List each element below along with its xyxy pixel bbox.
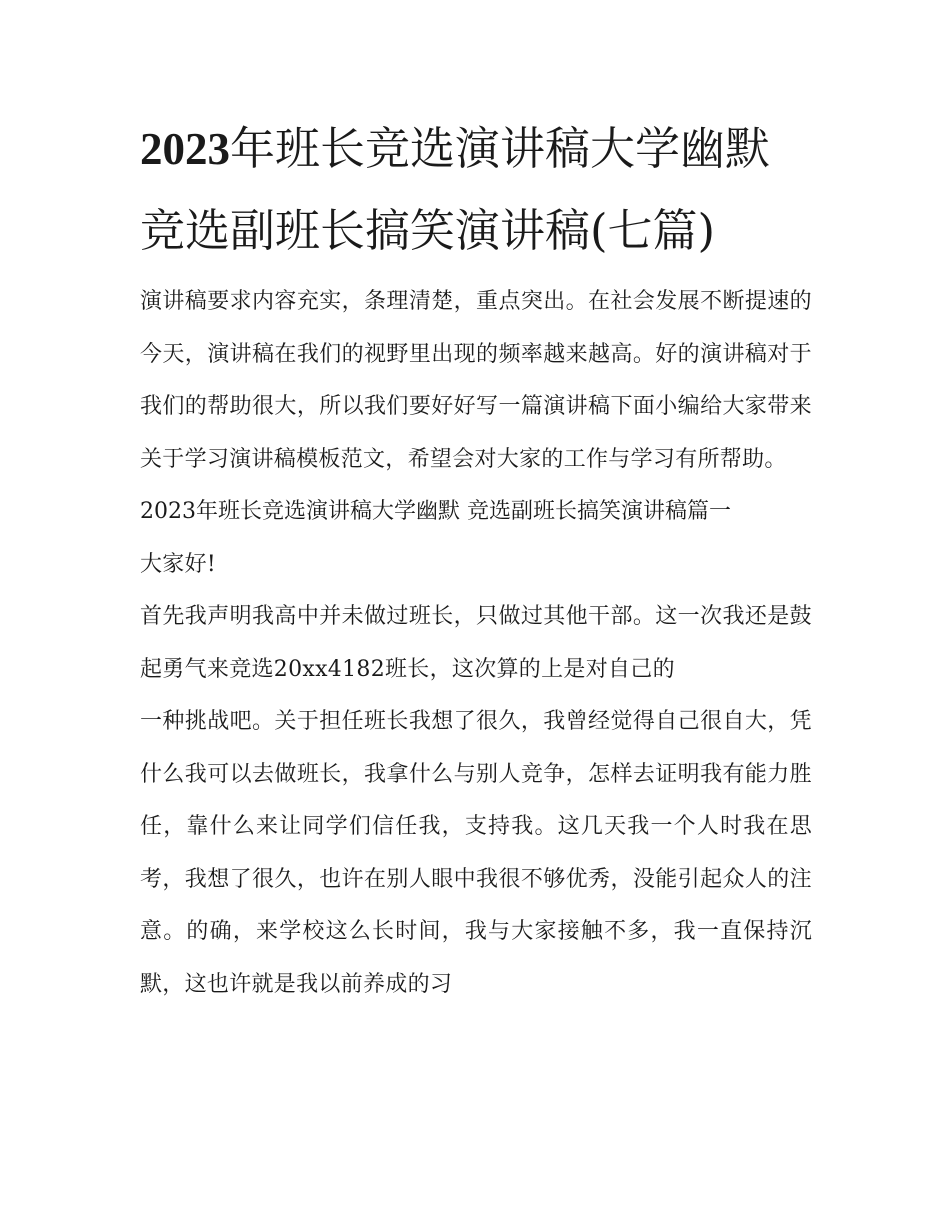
body-paragraph: 一种挑战吧。关于担任班长我想了很久，我曾经觉得自己很自大，凭什么我可以去做班长，我拿什么与别人竞争，怎样去证明我有能力胜任，靠什么来让同学们信任我，支持我。这几天我一个人时我在思考，我想了很久，也许在别人眼中我很不够优秀，没能引起众人的注意。的确，来学校这么长时间，我与大家接触不多，我一直保持沉默，这也许就是我以前养成的习 [140,709,812,997]
body-paragraph: 首先我声明我高中并未做过班长，只做过其他干部。这一次我还是鼓起勇气来竞选20xx4182班长，这次算的上是对自己的 [140,604,812,682]
greeting: 大家好! [140,551,217,577]
section-heading: 2023年班长竞选演讲稿大学幽默 竞选副班长搞笑演讲稿篇一 [140,499,731,524]
document-title [140,108,812,272]
intro-paragraph: 演讲稿要求内容充实，条理清楚，重点突出。在社会发展不断提速的今天，演讲稿在我们的视野里出现的频率越来越高。好的演讲稿对于我们的帮助很大，所以我们要好好写一篇演讲稿下面小编给大家带来关于学习演讲稿模板范文，希望会对大家的工作与学习有所帮助。 [140,289,812,472]
document-page [140,108,812,1011]
title-year: 2023 [140,124,230,174]
title-text: 年班长竞选演讲稿大学幽默 竞选副班长搞笑演讲稿(七篇) [140,122,771,257]
